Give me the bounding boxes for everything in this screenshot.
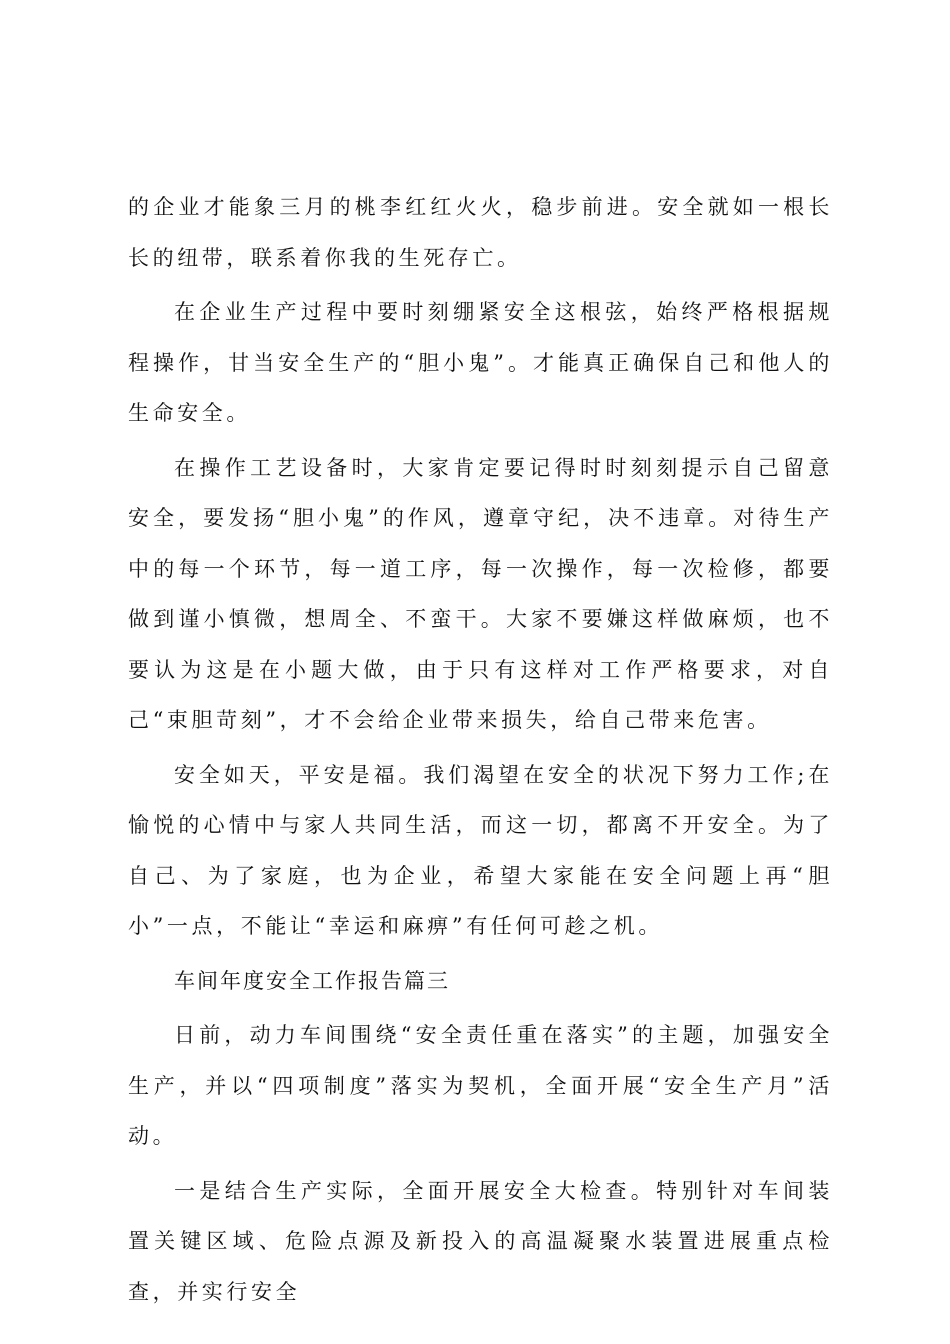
paragraph: 在操作工艺设备时，大家肯定要记得时时刻刻提示自己留意安全，要发扬“胆小鬼”的作风，遵章守纪，决不违章。对待生产中的每一个环节，每一道工序，每一次操作，每一次检修，都要做到谨小慎微，想周全、不蛮干。大家不要嫌这样做麻烦，也不要认为这是在小题大做，由于只有这样对工作严格要求，对自己“束胆苛刻”，才不会给企业带来损失，给自己带来危害。 — [128, 455, 833, 732]
paragraph: 一是结合生产实际，全面开展安全大检查。特别针对车间装置关键区域、危险点源及新投入的高温凝聚水装置进展重点检查，并实行安全 — [128, 1178, 833, 1304]
paragraph: 在企业生产过程中要时刻绷紧安全这根弦，始终严格根据规程操作，甘当安全生产的“胆小鬼”。才能真正确保自己和他人的生命安全。 — [128, 300, 833, 425]
section-heading: 车间年度安全工作报告篇三 — [174, 968, 450, 993]
document-page — [128, 182, 833, 1321]
paragraph: 日前，动力车间围绕“安全责任重在落实”的主题，加强安全生产，并以“四项制度”落实为契机，全面开展“安全生产月”活动。 — [128, 1023, 833, 1148]
paragraph-continued: 的企业才能象三月的桃李红红火火，稳步前进。安全就如一根长长的纽带，联系着你我的生死存亡。 — [128, 195, 833, 270]
paragraph: 安全如天，平安是福。我们渴望在安全的状况下努力工作;在愉悦的心情中与家人共同生活，而这一切，都离不开安全。为了自己、为了家庭，也为企业，希望大家能在安全问题上再“胆小”一点，不能让“幸运和麻痹”有任何可趁之机。 — [128, 762, 833, 938]
